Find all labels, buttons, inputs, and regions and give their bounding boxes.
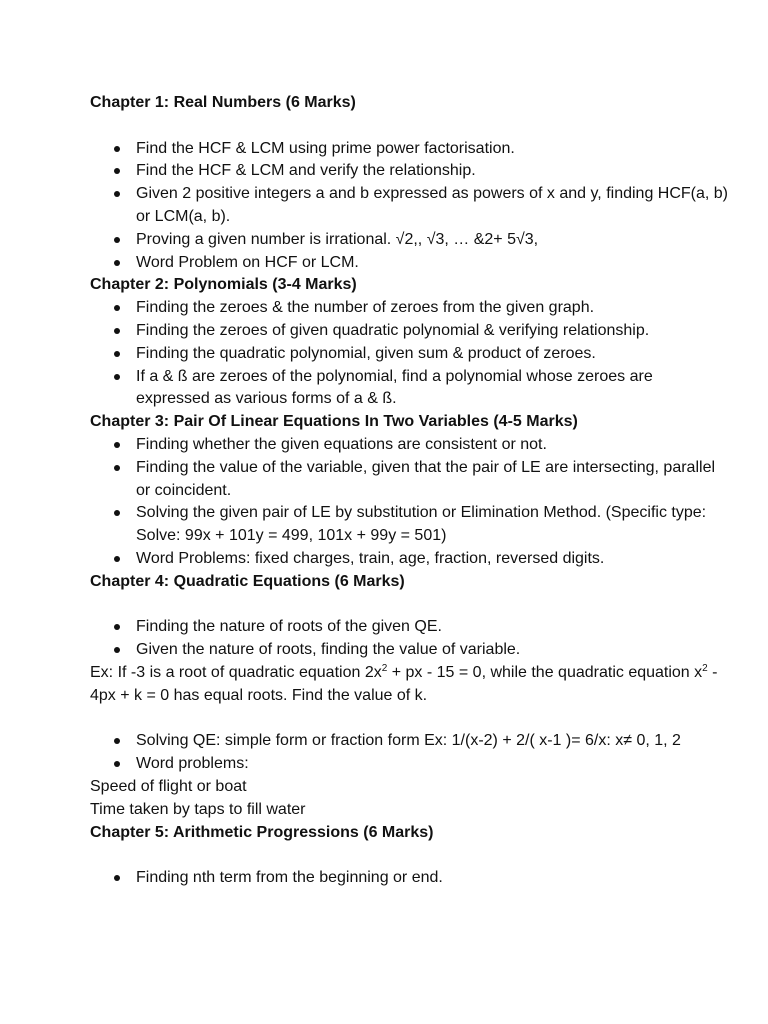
- chapter-1-heading: Chapter 1: Real Numbers (6 Marks): [90, 94, 356, 111]
- chapter-4-list: [90, 616, 728, 662]
- list-item: Given the nature of roots, finding the value of variable.: [90, 639, 728, 662]
- list-item: Finding the quadratic polynomial, given sum & product of zeroes.: [90, 343, 728, 366]
- text-line: Time taken by taps to fill water: [90, 800, 306, 818]
- list-item: Finding the zeroes & the number of zeroes from the given graph.: [90, 297, 728, 320]
- chapter-4-list-2: [90, 730, 728, 776]
- list-item: Proving a given number is irrational. √2,, √3, … &2+ 5√3,: [90, 229, 728, 252]
- superscript: 2: [381, 662, 388, 674]
- spacer: [90, 115, 728, 138]
- list-item: Find the HCF & LCM and verify the relationship.: [90, 160, 728, 183]
- list-item: Solving QE: simple form or fraction form Ex: 1/(x-2) + 2/( x-1 )= 6/x: x≠ 0, 1, 2: [90, 730, 728, 753]
- list-item: If a & ß are zeroes of the polynomial, find a polynomial whose zeroes are expressed as various forms of a & ß.: [90, 366, 728, 412]
- chapter-2-heading: Chapter 2: Polynomials (3-4 Marks): [90, 276, 357, 294]
- chapter-3-list: [90, 434, 728, 571]
- list-item: Word problems:: [90, 753, 728, 776]
- chapter-2-list: [90, 297, 728, 411]
- list-item: Finding the nature of roots of the given QE.: [90, 616, 728, 639]
- example-part: - 4px + k = 0 has equal roots. Find the value of k.: [90, 663, 718, 704]
- list-item: Finding the zeroes of given quadratic polynomial & verifying relationship.: [90, 320, 728, 343]
- spacer: [90, 708, 728, 731]
- list-item: Finding whether the given equations are consistent or not.: [90, 434, 728, 457]
- example-part: Ex: If -3 is a root of quadratic equation 2x: [90, 663, 382, 681]
- example-part: + px - 15 = 0, while the quadratic equation x: [387, 663, 703, 681]
- spacer: [90, 594, 728, 617]
- chapter-4-heading: Chapter 4: Quadratic Equations (6 Marks): [90, 572, 405, 590]
- spacer: [90, 844, 728, 867]
- superscript: 2: [702, 662, 708, 674]
- chapter-3-heading: Chapter 3: Pair Of Linear Equations In Two Variables (4-5 Marks): [90, 413, 578, 431]
- example-text: [90, 662, 728, 708]
- list-item: Solving the given pair of LE by substitution or Elimination Method. (Specific type: Solve: 99x + 101y = 499, 101x + 99y = 501): [90, 502, 728, 548]
- list-item: Word Problem on HCF or LCM.: [90, 252, 728, 275]
- list-item: Given 2 positive integers a and b expressed as powers of x and y, finding HCF(a, b) or LCM(a, b).: [90, 183, 728, 229]
- chapter-1-list: [90, 138, 728, 275]
- list-item: Word Problems: fixed charges, train, age, fraction, reversed digits.: [90, 548, 728, 571]
- chapter-5-heading: Chapter 5: Arithmetic Progressions (6 Marks): [90, 823, 434, 841]
- list-item: Finding nth term from the beginning or end.: [90, 867, 728, 890]
- text-line: Speed of flight or boat: [90, 777, 247, 795]
- chapter-5-list: [90, 867, 728, 890]
- list-item: Finding the value of the variable, given that the pair of LE are intersecting, parallel or coincident.: [90, 457, 728, 503]
- list-item: Find the HCF & LCM using prime power factorisation.: [90, 138, 728, 161]
